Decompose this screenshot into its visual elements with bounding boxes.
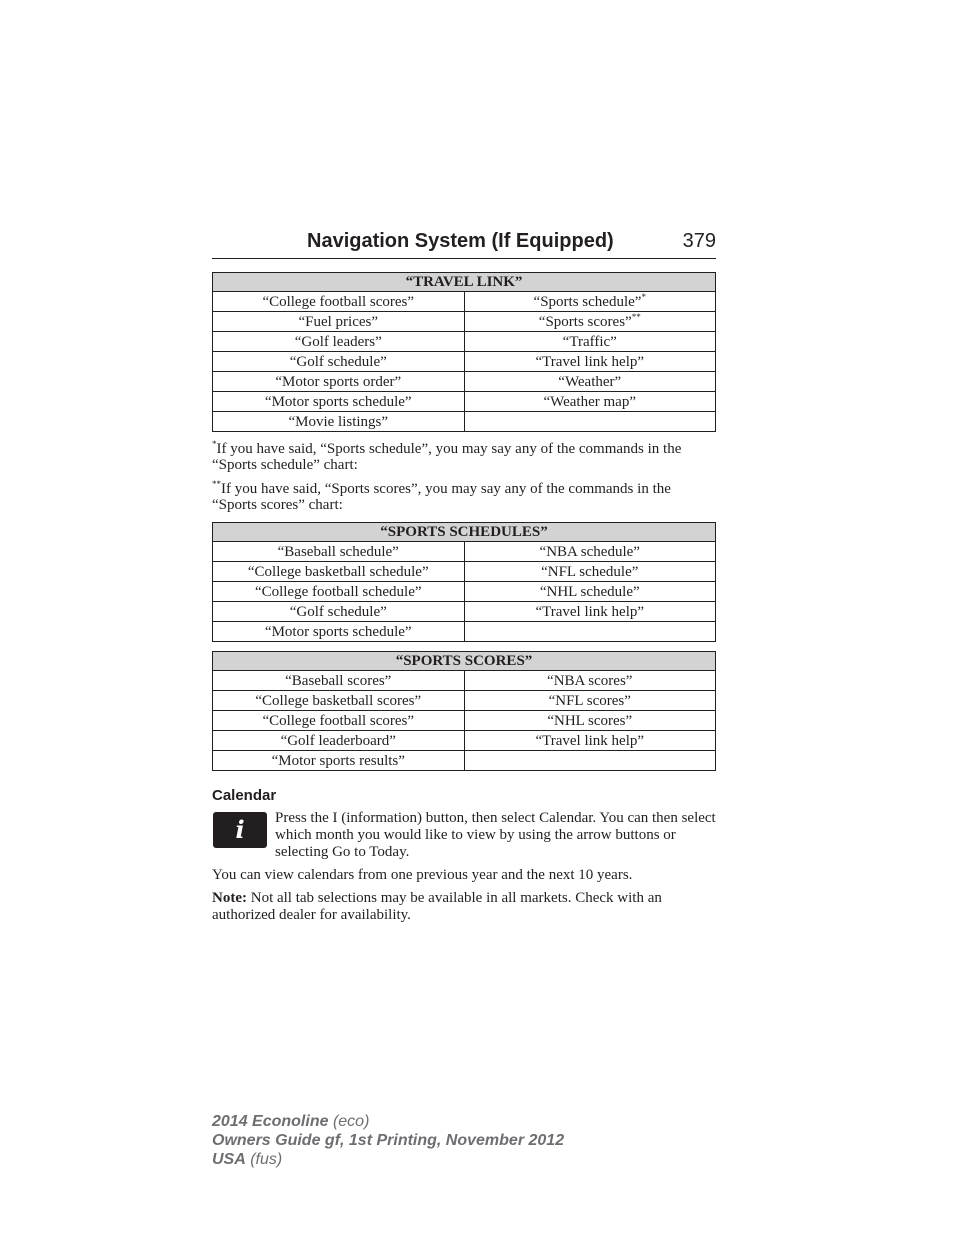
sports-schedules-table xyxy=(212,522,716,642)
table-row xyxy=(213,751,716,771)
table-cell: “Baseball schedule” xyxy=(213,542,465,562)
table-row xyxy=(213,372,716,392)
calendar-instruction: Press the I (information) button, then select Calendar. You can then select which month you would like to view by using the arrow buttons or selecting Go to Today. xyxy=(275,810,716,860)
sports-scores-heading: “SPORTS SCORES” xyxy=(213,652,716,671)
table-cell: “College basketball schedule” xyxy=(213,562,465,582)
table-row xyxy=(213,691,716,711)
table-cell xyxy=(464,751,716,771)
table-row xyxy=(213,312,716,332)
sports-schedules-heading: “SPORTS SCHEDULES” xyxy=(213,523,716,542)
table-cell: “Travel link help” xyxy=(464,731,716,751)
table-cell: “Movie listings” xyxy=(213,412,465,432)
calendar-heading: Calendar xyxy=(212,787,277,804)
table-cell: “Sports schedule”* xyxy=(464,292,716,312)
table-cell: “College basketball scores” xyxy=(213,691,465,711)
footnote-sports-schedule: *If you have said, “Sports schedule”, you may say any of the commands in the “Sports schedule” chart: xyxy=(212,439,682,473)
footnote-sports-scores: **If you have said, “Sports scores”, you may say any of the commands in the “Sports scores” chart: xyxy=(212,479,671,513)
table-cell: “College football scores” xyxy=(213,711,465,731)
note-text: Not all tab selections may be available in all markets. Check with an authorized dealer for availability. xyxy=(212,890,662,923)
table-cell: “Fuel prices” xyxy=(213,312,465,332)
table-cell: “NBA schedule” xyxy=(464,542,716,562)
table-cell: “Motor sports order” xyxy=(213,372,465,392)
table-cell: “NFL scores” xyxy=(464,691,716,711)
table-cell: “Golf schedule” xyxy=(213,352,465,372)
page-footer xyxy=(212,1112,564,1169)
table-cell: “Weather” xyxy=(464,372,716,392)
table-row xyxy=(213,332,716,352)
table-row xyxy=(213,412,716,432)
information-icon: i xyxy=(213,812,267,848)
table-row xyxy=(213,292,716,312)
table-cell: “Golf leaders” xyxy=(213,332,465,352)
calendar-note xyxy=(212,890,716,924)
footnote-marker: ** xyxy=(631,311,641,322)
table-cell: “NHL schedule” xyxy=(464,582,716,602)
table-cell: “Travel link help” xyxy=(464,602,716,622)
table-row xyxy=(213,711,716,731)
table-cell: “College football scores” xyxy=(213,292,465,312)
footer-line-model: 2014 Econoline (eco) xyxy=(212,1113,370,1130)
table-cell: “Travel link help” xyxy=(464,352,716,372)
table-row xyxy=(213,562,716,582)
page-number: 379 xyxy=(682,230,716,252)
header-rule xyxy=(212,258,716,259)
table-cell: “Sports scores”** xyxy=(464,312,716,332)
footer-line-printing: Owners Guide gf, 1st Printing, November 2012 xyxy=(212,1132,565,1149)
table-cell: “Golf schedule” xyxy=(213,602,465,622)
table-cell: “Motor sports results” xyxy=(213,751,465,771)
table-cell: “NFL schedule” xyxy=(464,562,716,582)
table-cell: “NBA scores” xyxy=(464,671,716,691)
table-cell: “Baseball scores” xyxy=(213,671,465,691)
page-header-title: Navigation System (If Equipped) xyxy=(307,230,614,252)
table-cell: “Motor sports schedule” xyxy=(213,392,465,412)
footer-line-market: USA (fus) xyxy=(212,1151,283,1168)
calendar-years-text: You can view calendars from one previous year and the next 10 years. xyxy=(212,867,633,883)
travel-link-table xyxy=(212,272,716,432)
table-cell: “NHL scores” xyxy=(464,711,716,731)
travel-link-heading: “TRAVEL LINK” xyxy=(213,273,716,292)
footnote-marker: * xyxy=(641,291,646,302)
table-cell: “Golf leaderboard” xyxy=(213,731,465,751)
table-cell xyxy=(464,622,716,642)
table-cell: “Weather map” xyxy=(464,392,716,412)
table-cell xyxy=(464,412,716,432)
table-row xyxy=(213,602,716,622)
table-row xyxy=(213,731,716,751)
table-cell: “Traffic” xyxy=(464,332,716,352)
table-cell: “College football schedule” xyxy=(213,582,465,602)
table-row xyxy=(213,622,716,642)
table-cell: “Motor sports schedule” xyxy=(213,622,465,642)
table-row xyxy=(213,671,716,691)
sports-scores-table xyxy=(212,651,716,771)
note-label: Note: xyxy=(212,890,247,906)
table-row xyxy=(213,582,716,602)
table-row xyxy=(213,352,716,372)
table-row xyxy=(213,542,716,562)
table-row xyxy=(213,392,716,412)
